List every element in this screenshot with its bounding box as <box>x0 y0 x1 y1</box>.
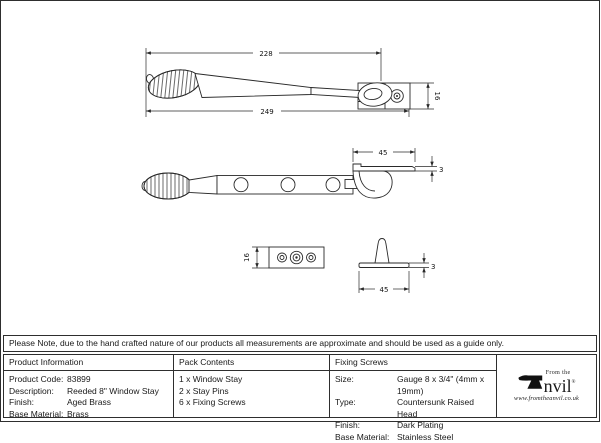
dim-label-45-pin: 45 <box>380 286 389 294</box>
row-value: Dark Plating <box>397 420 443 432</box>
row-label: Product Code: <box>9 374 67 386</box>
product-information-header: Product Information <box>4 355 173 371</box>
table-row <box>335 432 492 443</box>
row-label: Finish: <box>9 397 67 409</box>
anvil-icon <box>518 372 543 393</box>
product-information-body <box>4 371 173 420</box>
list-item: 2 x Stay Pins <box>179 386 325 398</box>
pack-contents-body <box>174 371 329 409</box>
dimension-45-pin <box>359 271 409 294</box>
fixing-screws-body <box>330 371 496 443</box>
logo-wordmark: nvil® <box>544 376 576 393</box>
dimension-3-pin <box>409 253 435 278</box>
dim-label-45-keeper: 45 <box>379 149 388 157</box>
table-row <box>335 374 492 397</box>
row-value: Reeded 8" Window Stay <box>67 386 159 398</box>
dim-label-16-block: 16 <box>433 92 441 101</box>
dim-label-228: 228 <box>259 50 272 58</box>
dim-label-3-pin: 3 <box>431 263 435 271</box>
product-information-column <box>4 355 174 417</box>
stay-bar <box>217 176 359 195</box>
table-row <box>9 397 169 409</box>
pack-contents-column <box>174 355 330 417</box>
pack-contents-header: Pack Contents <box>174 355 329 371</box>
table-row <box>9 386 169 398</box>
dimension-16-block <box>410 83 441 109</box>
list-item: 6 x Fixing Screws <box>179 397 325 409</box>
reeded-handle-side <box>146 66 360 102</box>
logo-from-the: From the <box>546 370 576 376</box>
note-bar: Please Note, due to the hand crafted nature of our products all measurements are approximate and should be used as a guide only. <box>3 335 597 352</box>
row-label: Base Material: <box>335 432 397 443</box>
pin-plate-top-view <box>243 247 324 268</box>
row-value: Gauge 8 x 3/4" (4mm x 19mm) <box>397 374 492 397</box>
table-row <box>335 397 492 420</box>
row-value: Stainless Steel <box>397 432 453 443</box>
plan-view-window-stay <box>142 148 443 199</box>
side-view-window-stay <box>146 48 441 117</box>
table-row <box>9 374 169 386</box>
table-row <box>9 409 169 421</box>
technical-drawing <box>1 1 601 334</box>
reeded-handle-plan <box>142 173 217 199</box>
row-value: Countersunk Raised Head <box>397 397 492 420</box>
row-label: Base Material: <box>9 409 67 421</box>
dim-label-3-keeper: 3 <box>439 166 443 174</box>
spec-table <box>3 354 597 418</box>
row-label: Finish: <box>335 420 397 432</box>
fixing-screws-header: Fixing Screws <box>330 355 496 371</box>
row-value: 83899 <box>67 374 91 386</box>
row-label: Size: <box>335 374 397 397</box>
row-label: Type: <box>335 397 397 420</box>
fixing-screws-column <box>330 355 497 417</box>
registered-mark: ® <box>572 380 576 385</box>
dim-label-16-plate: 16 <box>243 253 251 262</box>
row-value: Brass <box>67 409 89 421</box>
row-label: Description: <box>9 386 67 398</box>
keeper-plate-side <box>353 164 415 198</box>
dimension-16-plate <box>243 247 269 268</box>
dim-label-249: 249 <box>260 108 273 116</box>
brand-column <box>497 355 596 417</box>
table-row <box>335 420 492 432</box>
dimension-45-keeper <box>353 148 415 162</box>
logo-website: www.fromtheanvil.co.uk <box>514 395 579 402</box>
dimension-3-keeper <box>415 156 443 182</box>
from-the-anvil-logo <box>514 370 579 402</box>
row-value: Aged Brass <box>67 397 111 409</box>
stay-pin-side-view <box>359 239 435 295</box>
list-item: 1 x Window Stay <box>179 374 325 386</box>
